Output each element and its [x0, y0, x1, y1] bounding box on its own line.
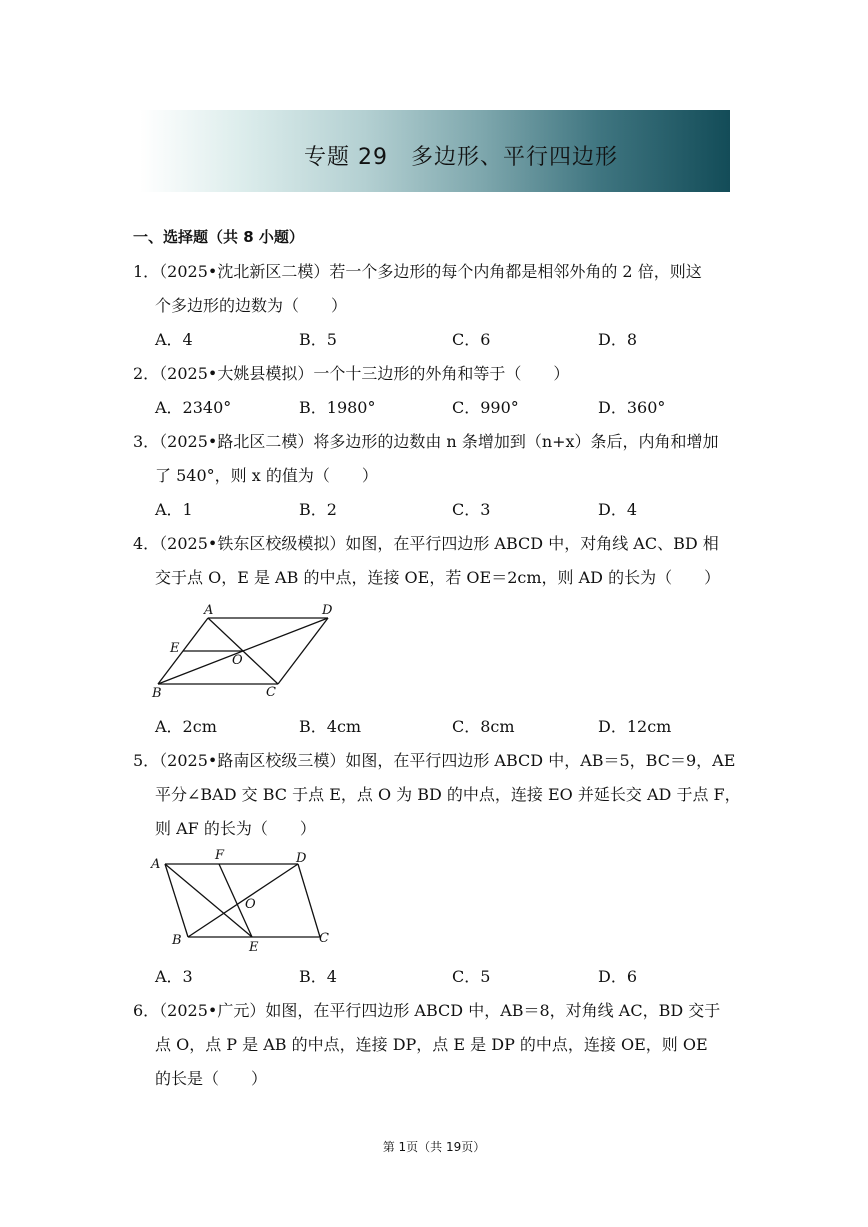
q4-option-a: A．2cm [155, 717, 217, 736]
q4-option-d: D．12cm [598, 717, 672, 736]
fig4-label-c: C [266, 685, 276, 700]
fig5-label-o: O [245, 897, 256, 912]
figure-parallelogram-q5 [148, 846, 348, 956]
fig5-label-f: F [215, 848, 225, 863]
q4-option-c: C．8cm [452, 717, 515, 736]
q5-option-b: B．4 [299, 967, 337, 986]
question-1-line-1: 1．（2025•沈北新区二模）若一个多边形的每个内角都是相邻外角的 2 倍，则这 [133, 262, 702, 281]
q3-option-a: A．1 [155, 500, 193, 519]
question-6-line-3: 的长是（ ） [155, 1069, 268, 1088]
q3-option-b: B．2 [299, 500, 337, 519]
fig5-label-c: C [319, 931, 329, 946]
question-5-line-2: 平分∠BAD 交 BC 于点 E，点 O 为 BD 的中点，连接 EO 并延长交 AD 于点 F， [155, 785, 741, 804]
q3-option-d: D．4 [598, 500, 638, 519]
q2-option-d: D．360° [598, 398, 666, 417]
question-1-line-2: 个多边形的边数为（ ） [155, 296, 348, 315]
question-6-line-1: 6．（2025•广元）如图，在平行四边形 ABCD 中，AB＝8，对角线 AC，BD 交于 [133, 1001, 721, 1020]
question-5-line-3: 则 AF 的长为（ ） [155, 819, 316, 838]
q3-option-c: C．3 [452, 500, 491, 519]
q1-option-b: B．5 [299, 330, 337, 349]
q1-option-a: A．4 [155, 330, 193, 349]
question-2-line-1: 2．（2025•大姚县模拟）一个十三边形的外角和等于（ ） [133, 364, 570, 383]
fig5-label-b: B [172, 933, 182, 948]
fig5-label-d: D [296, 851, 307, 866]
figure-parallelogram-q4 [150, 600, 350, 702]
question-6-line-2: 点 O，点 P 是 AB 的中点，连接 DP，点 E 是 DP 的中点，连接 OE，则 OE [155, 1035, 708, 1054]
q5-option-d: D．6 [598, 967, 638, 986]
q2-option-a: A．2340° [155, 398, 232, 417]
q2-option-c: C．990° [452, 398, 519, 417]
fig4-label-b: B [152, 686, 162, 701]
fig4-label-o: O [232, 653, 243, 668]
fig4-label-e: E [170, 641, 180, 656]
q1-option-c: C．6 [452, 330, 491, 349]
fig5-label-e: E [249, 940, 259, 955]
page-footer: 第 1页（共 19页） [382, 1140, 486, 1154]
question-5-line-1: 5．（2025•路南区校级三模）如图，在平行四边形 ABCD 中，AB＝5，BC＝9，AE [133, 751, 736, 770]
question-4-line-2: 交于点 O，E 是 AB 的中点，连接 OE，若 OE＝2cm，则 AD 的长为（ ） [155, 568, 721, 587]
q5-option-a: A．3 [155, 967, 193, 986]
fig5-label-a: A [151, 857, 161, 872]
q5-option-c: C．5 [452, 967, 491, 986]
fig4-label-a: A [204, 603, 214, 618]
section-title: 一、选择题（共 8 小题） [133, 228, 304, 246]
q4-option-b: B．4cm [299, 717, 362, 736]
q2-option-b: B．1980° [299, 398, 376, 417]
question-4-line-1: 4．（2025•铁东区校级模拟）如图，在平行四边形 ABCD 中，对角线 AC、BD 相 [133, 534, 719, 553]
q1-option-d: D．8 [598, 330, 638, 349]
question-3-line-1: 3．（2025•路北区二模）将多边形的边数由 n 条增加到（n+x）条后，内角和增加 [133, 432, 719, 451]
fig4-label-d: D [322, 603, 333, 618]
page-title: 专题 29 多边形、平行四边形 [304, 145, 618, 170]
question-3-line-2: 了 540°，则 x 的值为（ ） [155, 466, 378, 485]
